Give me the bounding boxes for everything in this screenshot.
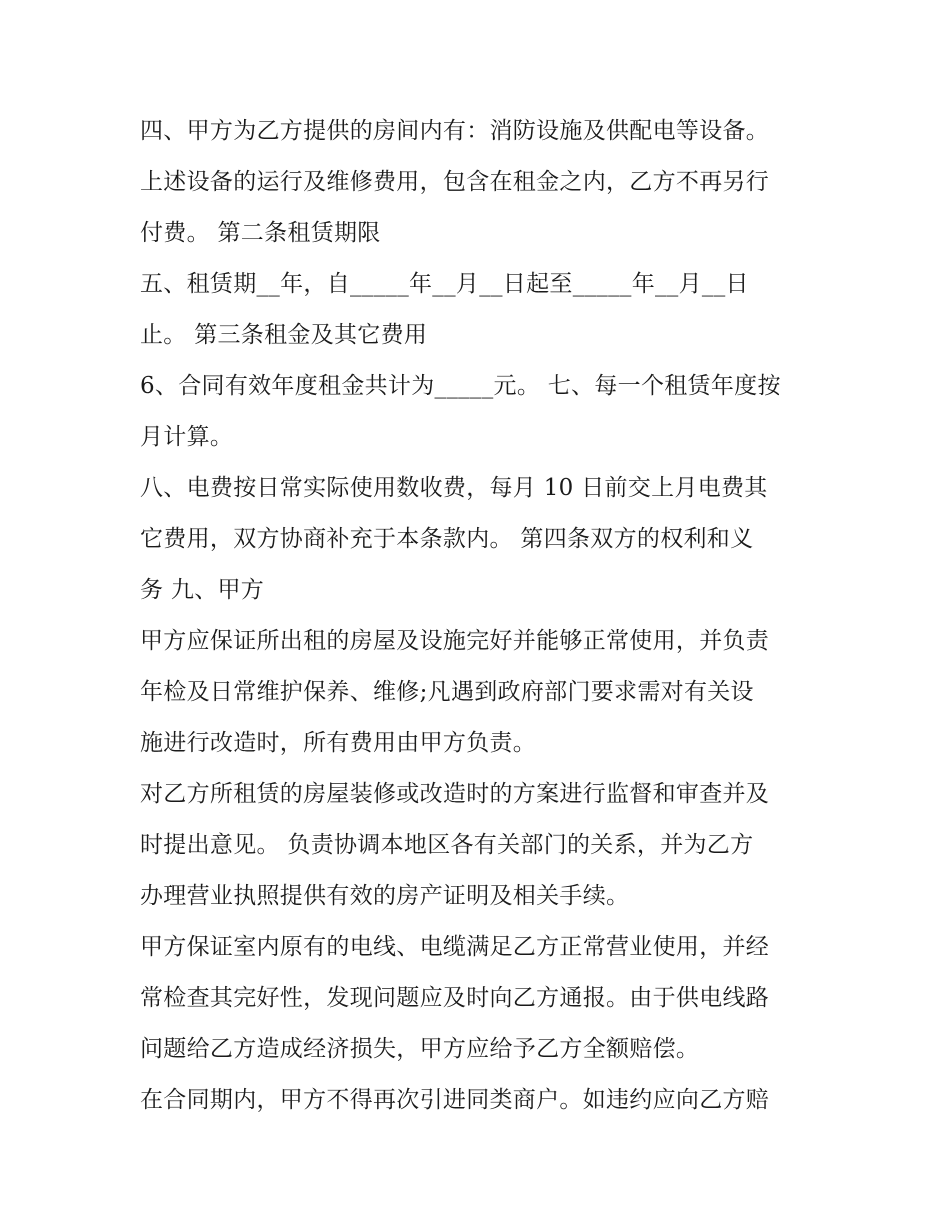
text-line: 对乙方所租赁的房屋装修或改造时的方案进行监督和审查并及 bbox=[140, 781, 770, 807]
text-line: 止。 第三条租金及其它费用 bbox=[140, 322, 428, 348]
text-line: 上述设备的运行及维修费用，包含在租金之内，乙方不再另行 bbox=[140, 169, 770, 195]
text-line: 在合同期内，甲方不得再次引进同类商户。如违约应向乙方赔 bbox=[140, 1087, 770, 1113]
text-line: 办理营业执照提供有效的房产证明及相关手续。 bbox=[140, 883, 630, 909]
text-line: 甲方应保证所出租的房屋及设施完好并能够正常使用，并负责 bbox=[140, 628, 770, 654]
document-body bbox=[140, 106, 815, 1126]
text-line: 常检查其完好性，发现问题应及时向乙方通报。由于供电线路 bbox=[140, 985, 770, 1011]
text-line: 施进行改造时，所有费用由甲方负责。 bbox=[140, 730, 537, 756]
text-line: 四、甲方为乙方提供的房间内有：消防设施及供配电等设备。 bbox=[140, 118, 770, 144]
text-line: 甲方保证室内原有的电线、电缆满足乙方正常营业使用，并经 bbox=[140, 934, 770, 960]
text-line: 时提出意见。 负责协调本地区各有关部门的关系，并为乙方 bbox=[140, 832, 754, 858]
text-line: 年检及日常维护保养、维修;凡遇到政府部门要求需对有关设 bbox=[140, 679, 754, 705]
text-line: 八、电费按日常实际使用数收费，每月 10 日前交上月电费其 bbox=[140, 475, 768, 501]
text-line: 务 九、甲方 bbox=[140, 577, 265, 603]
text-line: 月计算。 bbox=[140, 424, 234, 450]
text-line: 问题给乙方造成经济损失，甲方应给予乙方全额赔偿。 bbox=[140, 1036, 700, 1062]
text-line: 付费。 第二条租赁期限 bbox=[140, 220, 381, 246]
text-line: 6、合同有效年度租金共计为_____元。 七、每一个租赁年度按 bbox=[140, 373, 781, 399]
text-line: 它费用，双方协商补充于本条款内。 第四条双方的权利和义 bbox=[140, 526, 754, 552]
text-line: 五、租赁期__年，自_____年__月__日起至_____年__月__日 bbox=[140, 271, 749, 297]
